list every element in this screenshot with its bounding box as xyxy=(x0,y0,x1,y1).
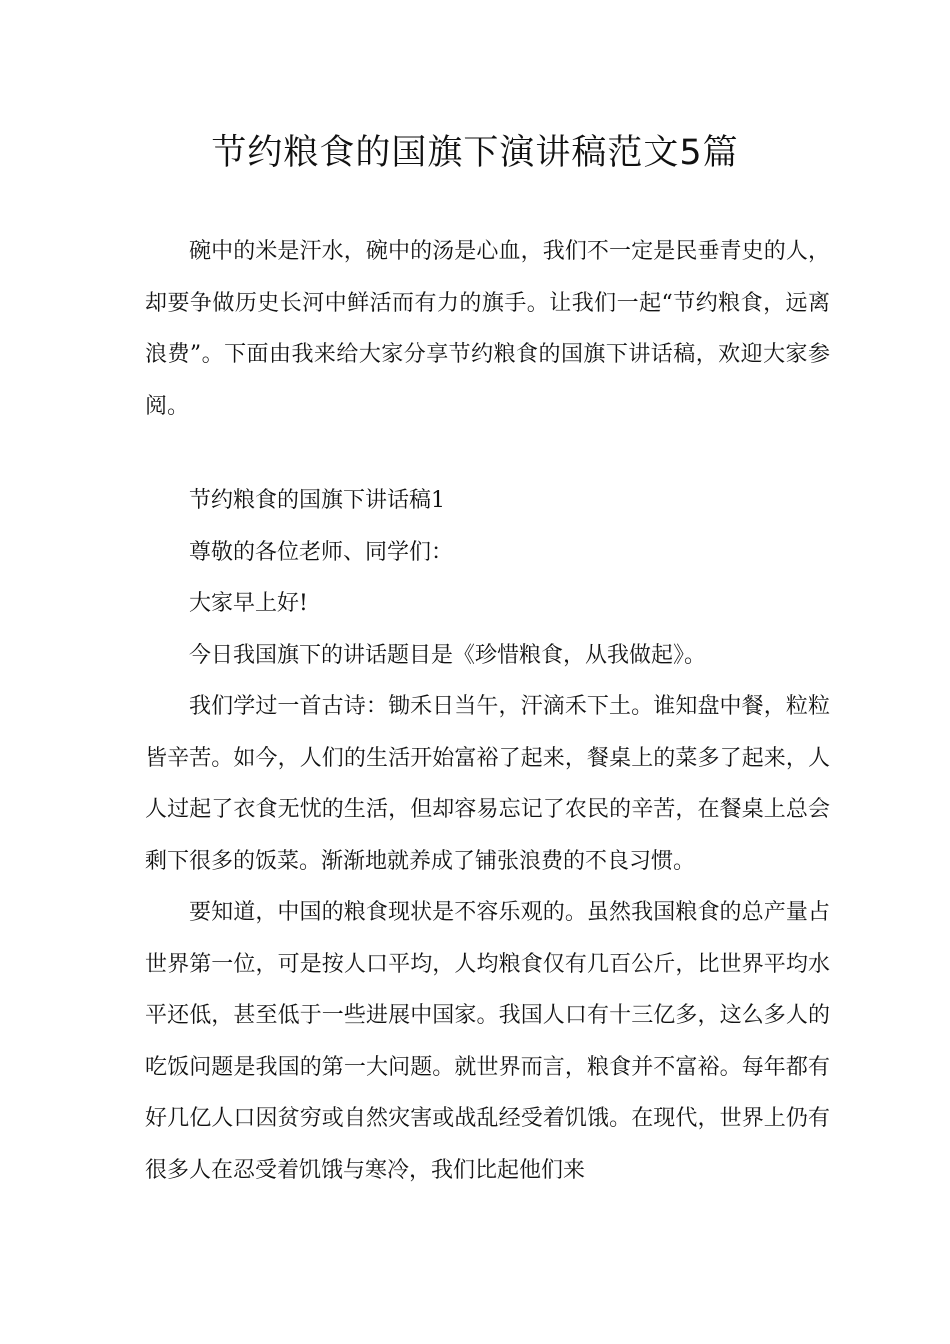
document-title: 节约粮食的国旗下演讲稿范文5篇 xyxy=(211,133,739,173)
intro-paragraph: 碗中的米是汗水，碗中的汤是心血，我们不一定是民垂青史的人，却要争做历史长河中鲜活而有力的旗手。让我们一起“节约粮食，远离浪费”。下面由我来给大家分享节约粮食的国旗下讲话稿，欢迎大家参阅。 xyxy=(145,239,830,419)
greeting: 大家早上好! xyxy=(189,591,308,616)
body-paragraph-1: 我们学过一首古诗：锄禾日当午，汗滴禾下土。谁知盘中餐，粒粒皆辛苦。如今，人们的生活开始富裕了起来，餐桌上的菜多了起来，人人过起了衣食无忧的生活，但却容易忘记了农民的辛苦，在餐桌上总会剩下很多的饭菜。渐渐地就养成了铺张浪费的不良习惯。 xyxy=(145,694,830,874)
speech-section xyxy=(145,475,830,1196)
body-paragraph-2: 要知道，中国的粮食现状是不容乐观的。虽然我国粮食的总产量占世界第一位，可是按人口平均，人均粮食仅有几百公斤，比世界平均水平还低，甚至低于一些进展中国家。我国人口有十三亿多，这么多人的吃饭问题是我国的第一大问题。就世界而言，粮食并不富裕。每年都有好几亿人口因贫穷或自然灾害或战乱经受着饥饿。在现代，世界上仍有很多人在忍受着饥饿与寒冷，我们比起他们来 xyxy=(145,900,830,1183)
topic-line: 今日我国旗下的讲话题目是《珍惜粮食，从我做起》。 xyxy=(189,642,707,668)
salutation: 尊敬的各位老师、同学们： xyxy=(189,539,454,565)
speech-heading: 节约粮食的国旗下讲话稿1 xyxy=(189,488,445,513)
